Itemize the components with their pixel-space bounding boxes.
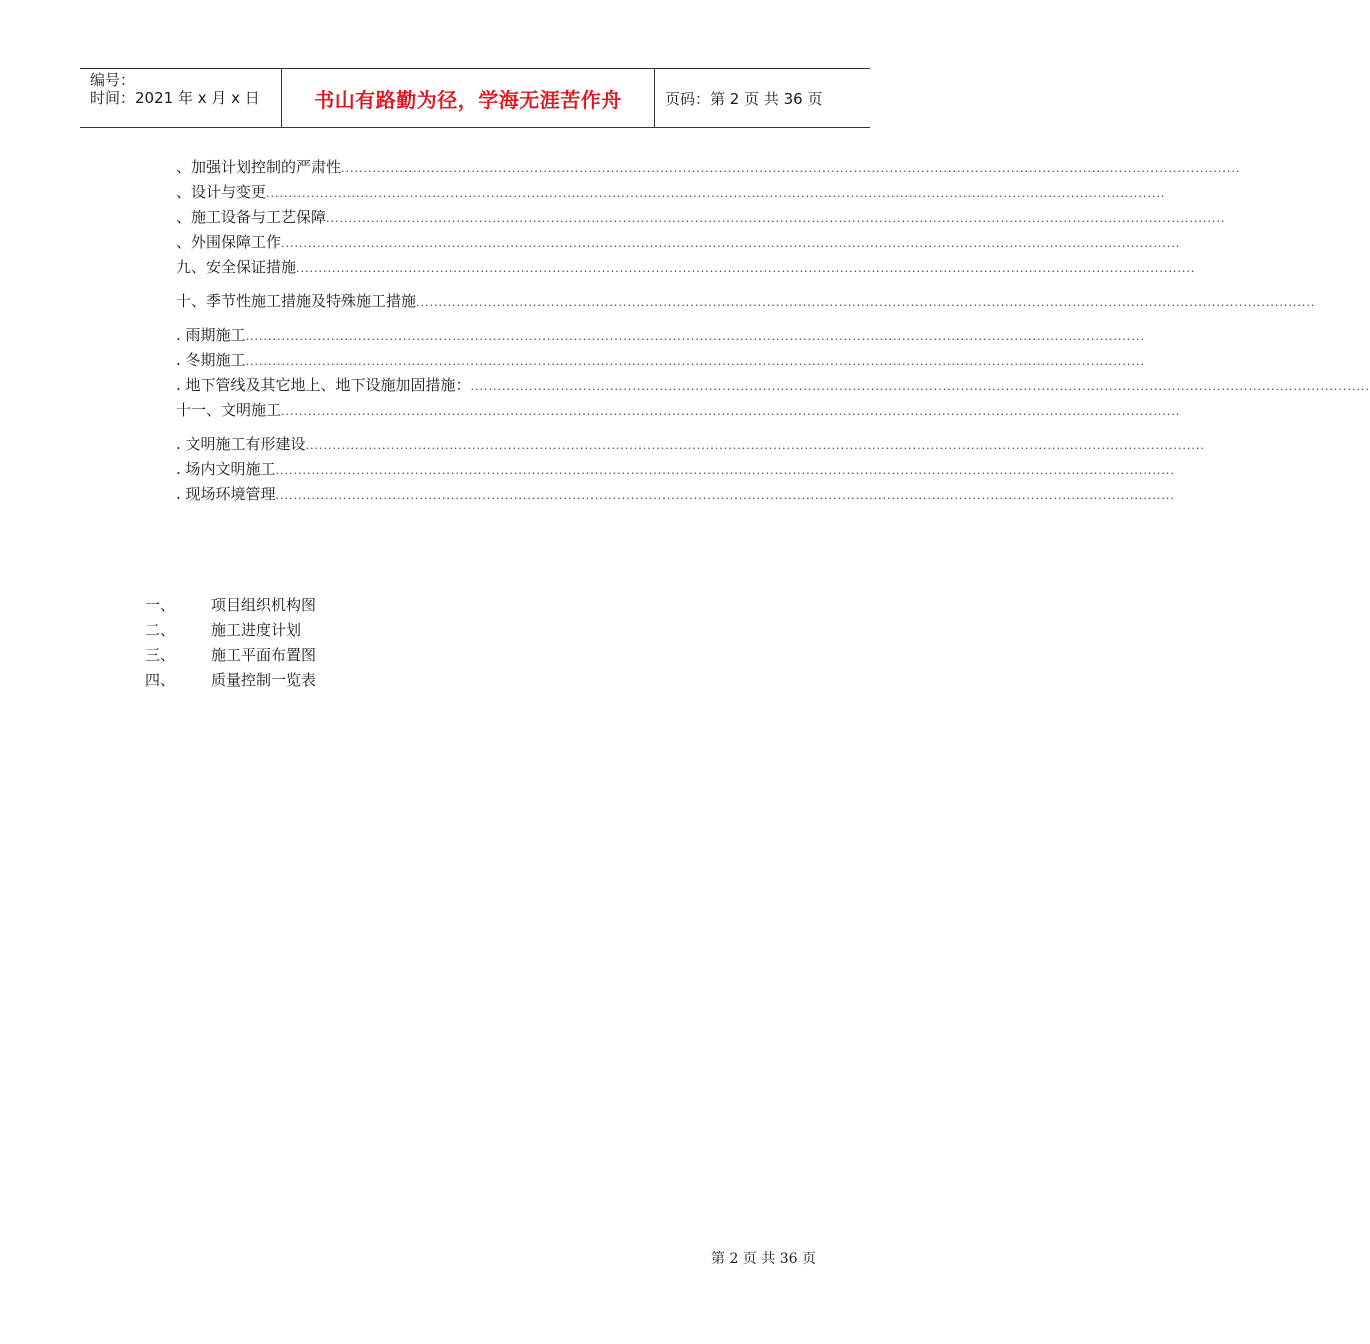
header-page-label: 页码：第 2 页 共 36 页 — [665, 89, 823, 108]
appendix-number: 二、 — [145, 621, 176, 639]
toc-leader-dots: ........................................................................................................................................................................................................ — [245, 355, 1145, 368]
header-motto: 书山有路勤为径，学海无涯苦作舟 — [282, 69, 655, 127]
toc-entry — [176, 483, 1175, 505]
toc-entry-label: 、设计与变更 — [176, 183, 267, 201]
toc-leader-dots: ........................................................................................................................................................................................................ — [245, 330, 1145, 343]
appendix-item — [145, 594, 445, 616]
toc-entry-label: . 地下管线及其它地上、地下设施加固措施： — [176, 376, 471, 394]
toc-entry-label: 十、季节性施工措施及特殊施工措施 — [176, 292, 417, 310]
appendix-item — [145, 619, 445, 641]
toc-entry-label: . 文明施工有形建设 — [176, 435, 306, 453]
appendix-title: 质量控制一览表 — [211, 671, 317, 689]
toc-leader-dots: ........................................................................................................................................................................................................ — [470, 380, 1370, 393]
toc-entry — [176, 156, 1241, 178]
toc-entry-label: 、加强计划控制的严肃性 — [176, 158, 342, 176]
toc-entry — [176, 399, 1181, 421]
toc-entry — [176, 433, 1205, 455]
toc-entry-label: 十一、文明施工 — [176, 401, 282, 419]
toc-entry — [176, 324, 1145, 346]
toc-entry — [176, 231, 1181, 253]
toc-entry — [176, 349, 1145, 371]
toc-leader-dots: ........................................................................................................................................................................................................ — [266, 187, 1166, 200]
toc-entry — [176, 206, 1226, 228]
toc-entry — [176, 374, 1370, 396]
toc-leader-dots: ........................................................................................................................................................................................................ — [326, 212, 1226, 225]
toc-leader-dots: ........................................................................................................................................................................................................ — [416, 296, 1316, 309]
toc-entry — [176, 256, 1196, 278]
toc-entry — [176, 181, 1166, 203]
toc-leader-dots: ........................................................................................................................................................................................................ — [281, 405, 1181, 418]
page-header — [80, 68, 870, 128]
toc-entry — [176, 458, 1175, 480]
appendix-number: 四、 — [145, 671, 176, 689]
header-meta-cell — [80, 69, 282, 127]
toc-entry-label: . 雨期施工 — [176, 326, 246, 344]
toc-entry-label: 、施工设备与工艺保障 — [176, 208, 327, 226]
page-footer: 第 2 页 共 36 页 — [711, 1251, 816, 1267]
toc-leader-dots: ........................................................................................................................................................................................................ — [305, 439, 1205, 452]
appendix-title: 施工进度计划 — [211, 621, 302, 639]
appendix-number: 一、 — [145, 596, 176, 614]
toc-leader-dots: ........................................................................................................................................................................................................ — [341, 162, 1241, 175]
toc-leader-dots: ........................................................................................................................................................................................................ — [281, 237, 1181, 250]
appendix-item — [145, 644, 445, 666]
toc-entry-label: 九、安全保证措施 — [176, 258, 297, 276]
toc-leader-dots: ........................................................................................................................................................................................................ — [275, 464, 1175, 477]
toc-entry-label: 、外围保障工作 — [176, 233, 282, 251]
toc-entry-label: . 现场环境管理 — [176, 485, 276, 503]
appendix-title: 项目组织机构图 — [211, 596, 317, 614]
toc-entry-label: . 场内文明施工 — [176, 460, 276, 478]
code-label: 编号： — [90, 71, 136, 89]
appendix-number: 三、 — [145, 646, 176, 664]
toc-entry — [176, 290, 1316, 312]
time-label: 时间：2021 年 x 月 x 日 — [90, 89, 260, 107]
appendix-item — [145, 669, 445, 691]
appendix-title: 施工平面布置图 — [211, 646, 317, 664]
toc-leader-dots: ........................................................................................................................................................................................................ — [296, 262, 1196, 275]
toc-entry-label: . 冬期施工 — [176, 351, 246, 369]
toc-leader-dots: ........................................................................................................................................................................................................ — [275, 489, 1175, 502]
